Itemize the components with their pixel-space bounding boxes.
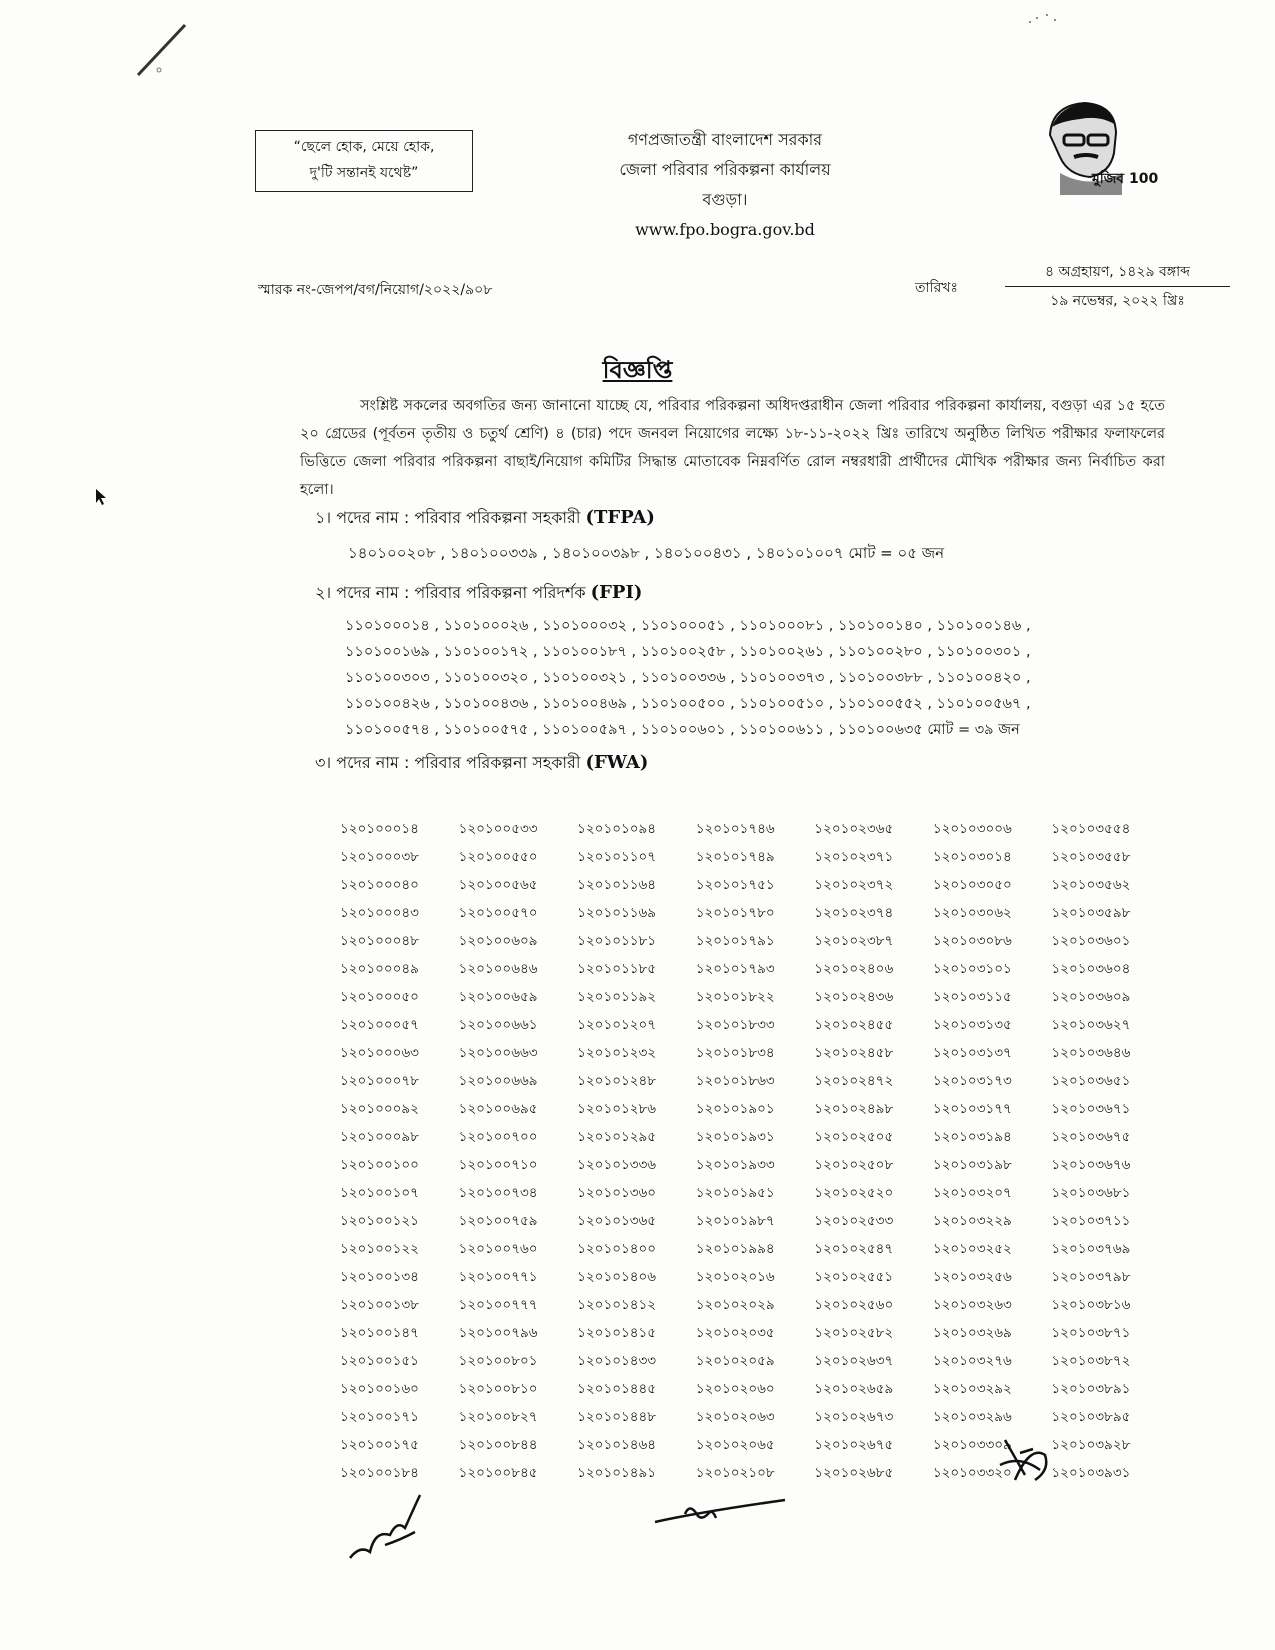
roll-number: ১২০১০৩৬৫১ xyxy=(1051,1073,1131,1089)
roll-number: ১২০১০২৫৫১ xyxy=(814,1269,894,1285)
roll-number: ১২০১০১৯৩৩ xyxy=(695,1157,775,1173)
roll-number: ১২০১০০০৭৮ xyxy=(340,1073,419,1089)
emblem-text: মুজিব 100 xyxy=(1092,171,1159,187)
roll-number: ১২০১০৩০৫০ xyxy=(932,877,1012,893)
roll-number: ১২০১০১৮৬৩ xyxy=(695,1073,775,1089)
roll-number: ১২০১০০৫৭০ xyxy=(458,905,538,921)
roll-number: ১২০১০৩১৩৫ xyxy=(932,1017,1012,1033)
roll-number: ১২০১০২৬৫৯ xyxy=(814,1381,894,1397)
roll-number: ১২০১০০০৪০ xyxy=(340,877,419,893)
roll-number: ১২০১০৩০১৪ xyxy=(932,849,1012,865)
roll-number: ১২০১০৩২৬৩ xyxy=(932,1297,1012,1313)
roll-number: ১২০১০৩২০৭ xyxy=(932,1185,1012,1201)
roll-number: ১২০১০২০২৯ xyxy=(695,1297,775,1313)
roll-number: ১২০১০৩০৬২ xyxy=(932,905,1012,921)
roll-number: ১২০১০৩৬০১ xyxy=(1051,933,1131,949)
roll-number: ১২০১০৩১১৫ xyxy=(932,989,1012,1005)
roll-number: ১২০১০২৬৭৩ xyxy=(814,1409,894,1425)
roll-number: ১২০১০০৭১০ xyxy=(458,1157,538,1173)
roll-number: ১২০১০২৪৭২ xyxy=(814,1073,894,1089)
roll-number: ১২০১০২৩৭২ xyxy=(814,877,894,893)
signature-1 xyxy=(345,1490,435,1565)
roll-number: ১২০১০১৯৩১ xyxy=(695,1129,775,1145)
roll-number: ১২০১০৩১৯৪ xyxy=(932,1129,1012,1145)
roll-number: ১২০১০১১৮১ xyxy=(577,933,657,949)
roll-number: ১২০১০৩২৫৬ xyxy=(932,1269,1012,1285)
roll-line: ১১০১০০০১৪ , ১১০১০০০২৬ , ১১০১০০০৩২ , ১১০১০০০৫১ , ১১০১০০০৮১ , ১১০১০০১৪০ , ১১০১০০১৪৬ , xyxy=(345,618,1031,634)
roll-number: ১২০১০১৯৫১ xyxy=(695,1185,775,1201)
roll-number: ১২০১০০১০০ xyxy=(340,1157,419,1173)
notice-title xyxy=(0,352,1275,392)
roll-number: ১২০১০০১৫১ xyxy=(340,1353,419,1369)
roll-number: ১২০১০১১৬৪ xyxy=(577,877,657,893)
post-3-code: (FWA) xyxy=(585,752,649,773)
roll-number: ১২০১০০৬৬৯ xyxy=(458,1073,538,1089)
roll-number: ১২০১০৩৬০৯ xyxy=(1051,989,1131,1005)
signature-2 xyxy=(650,1490,790,1540)
roll-number: ১২০১০১৩৬৫ xyxy=(577,1213,657,1229)
post-1-heading xyxy=(315,505,944,532)
header-office: জেলা পরিবার পরিকল্পনা কার্যালয় xyxy=(619,160,831,179)
roll-number: ১২০১০২৫০৫ xyxy=(814,1129,894,1145)
roll-line: ১১০১০০৫৭৪ , ১১০১০০৫৭৫ , ১১০১০০৫৯৭ , ১১০১০০৬০১ , ১১০১০০৬১১ , ১১০১০০৬৩৫ মোট = ৩৯ জন xyxy=(345,722,1020,738)
roll-number: ১২০১০১৭৪৬ xyxy=(695,821,775,837)
roll-number: ১২০১০৩৫৫৮ xyxy=(1051,849,1131,865)
roll-number: ১২০১০৩৬৭৫ xyxy=(1051,1129,1131,1145)
roll-number: ১২০১০১৭৫১ xyxy=(695,877,775,893)
roll-number: ১২০১০০১৪৭ xyxy=(340,1325,419,1341)
roll-number: ১২০১০২৩৭৪ xyxy=(814,905,894,921)
roll-number: ১২০১০২৪০৬ xyxy=(814,961,894,977)
post-1-rolls xyxy=(348,540,944,566)
roll-number: ১২০১০০৬০৯ xyxy=(458,933,538,949)
roll-number: ১২০১০৩৫৫৪ xyxy=(1051,821,1131,837)
roll-number: ১২০১০০৮২৭ xyxy=(458,1409,538,1425)
roll-number: ১২০১০৩৮৭১ xyxy=(1051,1325,1131,1341)
roll-number: ১২০১০০৬৯৫ xyxy=(458,1101,538,1117)
roll-number: ১২০১০১১৬৯ xyxy=(577,905,657,921)
roll-number: ১২০১০১০৯৪ xyxy=(577,821,657,837)
roll-number: ১২০১০৩৬৪৬ xyxy=(1051,1045,1131,1061)
roll-number: ১২০১০১৪১২ xyxy=(577,1297,657,1313)
roll-number: ১২০১০০১২১ xyxy=(340,1213,419,1229)
roll-number: ১২০১০১৮৩৪ xyxy=(695,1045,775,1061)
roll-line: ১১০১০০৩০৩ , ১১০১০০৩২০ , ১১০১০০৩২১ , ১১০১০০৩৩৬ , ১১০১০০৩৭৩ , ১১০১০০৩৮৮ , ১১০১০০৪২০ , xyxy=(345,670,1031,686)
roll-number: ১২০১০১২০৭ xyxy=(577,1017,657,1033)
roll-number: ১২০১০৩৭৯৮ xyxy=(1051,1269,1131,1285)
roll-number: ১২০১০১৪০৬ xyxy=(577,1269,657,1285)
roll-number: ১২০১০০১৬০ xyxy=(340,1381,419,1397)
roll-number: ১২০১০৩০৮৬ xyxy=(932,933,1012,949)
roll-number: ১২০১০২৫৪৭ xyxy=(814,1241,894,1257)
post-1-title: ১। পদের নাম : পরিবার পরিকল্পনা সহকারী xyxy=(315,508,581,527)
scan-specks xyxy=(1025,10,1065,30)
roll-number: ১২০১০০১৩৪ xyxy=(340,1269,419,1285)
mujib-100-emblem xyxy=(1030,95,1159,195)
roll-number: ১২০১০৩৭৬৯ xyxy=(1051,1241,1131,1257)
roll-number: ১২০১০০০৫৭ xyxy=(340,1017,419,1033)
post-1-code: (TFPA) xyxy=(585,507,655,528)
roll-number: ১২০১০১৭৯৩ xyxy=(695,961,775,977)
roll-number: ১২০১০৩২৬৯ xyxy=(932,1325,1012,1341)
roll-line: ১১০১০০৪২৬ , ১১০১০০৪৩৬ , ১১০১০০৪৬৯ , ১১০১০০৫০০ , ১১০১০০৫১০ , ১১০১০০৫৫২ , ১১০১০০৫৬৭ , xyxy=(345,696,1031,712)
roll-number: ১২০১০২০৬৩ xyxy=(695,1409,775,1425)
roll-number: ১২০১০২৫৬০ xyxy=(814,1297,894,1313)
roll-number: ১২০১০০০৪৩ xyxy=(340,905,419,921)
roll-number: ১২০১০০০৩৮ xyxy=(340,849,419,865)
roll-number: ১২০১০৩২৭৬ xyxy=(932,1353,1012,1369)
post-3-section xyxy=(315,750,648,777)
roll-line: ১৪০১০০২০৮ , ১৪০১০০৩৩৯ , ১৪০১০০৩৯৮ , ১৪০১০০৪৩১ , ১৪০১০১০০৭ মোট = ০৫ জন xyxy=(348,544,945,562)
header-government: গণপ্রজাতন্ত্রী বাংলাদেশ সরকার xyxy=(627,130,823,149)
roll-number: ১২০১০১৪৪৮ xyxy=(577,1409,657,1425)
roll-number: ১২০১০৩৬০৪ xyxy=(1051,961,1131,977)
roll-number: ১২০১০০১০৭ xyxy=(340,1185,419,1201)
roll-number: ১২০১০২৪৫৫ xyxy=(814,1017,894,1033)
roll-number: ১২০১০০৫৫০ xyxy=(458,849,538,865)
slogan-line-1: “ছেলে হোক, মেয়ে হোক, xyxy=(293,139,435,155)
roll-number: ১২০১০২৪৫৮ xyxy=(814,1045,894,1061)
roll-number: ১২০১০০১৮৪ xyxy=(340,1465,419,1481)
roll-number: ১২০১০০৬৪৬ xyxy=(458,961,538,977)
roll-number: ১২০১০২৫৮২ xyxy=(814,1325,894,1341)
office-header xyxy=(500,125,950,245)
roll-number: ১২০১০১৯৮৭ xyxy=(695,1213,775,1229)
roll-number: ১২০১০৩৮৯৫ xyxy=(1051,1409,1131,1425)
roll-number: ১২০১০৩১৭৭ xyxy=(932,1101,1012,1117)
roll-number: ১২০১০০৫৬৫ xyxy=(458,877,538,893)
slogan-line-2: দু'টি সন্তানই যথেষ্ট” xyxy=(309,165,419,181)
roll-number: ১২০১০০০৯২ xyxy=(340,1101,419,1117)
roll-number: ১২০১০২৩৭১ xyxy=(814,849,894,865)
roll-number: ১২০১০১৪১৫ xyxy=(577,1325,657,1341)
roll-number: ১২০১০৩২৯২ xyxy=(932,1381,1012,1397)
roll-number: ১২০১০০৭৭১ xyxy=(458,1269,538,1285)
roll-number: ১২০১০২০৫৯ xyxy=(695,1353,775,1369)
roll-number: ১২০১০০৭০০ xyxy=(458,1129,538,1145)
roll-number: ১২০১০১৩৩৬ xyxy=(577,1157,657,1173)
roll-number: ১২০১০৩২৯৬ xyxy=(932,1409,1012,1425)
roll-number: ১২০১০২৬৩৭ xyxy=(814,1353,894,1369)
roll-number: ১২০১০২৬৮৫ xyxy=(814,1465,894,1481)
roll-number: ১২০১০০৭৩৪ xyxy=(458,1185,538,1201)
roll-number: ১২০১০০৬৬৩ xyxy=(458,1045,538,1061)
roll-number: ১২০১০১৩৬০ xyxy=(577,1185,657,1201)
notice-body: সংশ্লিষ্ট সকলের অবগতির জন্য জানানো যাচ্ছে যে, পরিবার পরিকল্পনা অধিদপ্তরাধীন জেলা পরিবার পরিকল্পনা কার্যালয়, বগুড়া এর ১৫ হতে ২০ গ্রেডের (পূর্বতন তৃতীয় ও চতুর্থ শ্রেণি) ৪ (চার) পদে জনবল নিয়োগের লক্ষ্যে ১৮-১১-২০২২ খ্রিঃ তারিখে অনুষ্ঠিত লিখিত পরীক্ষার ফলাফলের ভিত্তিতে জেলা পরিবার পরিকল্পনা বাছাই/নিয়োগ কমিটির সিদ্ধান্ত মোতাবেক নিম্নবর্ণিত রোল নম্বরধারী প্রার্থীদের মৌখিক পরীক্ষার জন্য নির্বাচিত করা হলো। xyxy=(300,398,1165,498)
roll-number: ১২০১০০০৪৯ xyxy=(340,961,419,977)
roll-number: ১২০১০৩১৯৮ xyxy=(932,1157,1012,1173)
signature-3 xyxy=(995,1435,1055,1485)
roll-number: ১২০১০৩৮১৬ xyxy=(1051,1297,1131,1313)
roll-number: ১২০১০৩২২৯ xyxy=(932,1213,1012,1229)
roll-number: ১২০১০৩৯৩১ xyxy=(1051,1465,1131,1481)
roll-number: ১২০১০১৭৪৯ xyxy=(695,849,775,865)
date-block xyxy=(1005,258,1230,315)
scan-artifact xyxy=(135,20,195,80)
date-bangla: ৪ অগ্রহায়ণ, ১৪২৯ বঙ্গাব্দ xyxy=(1005,258,1230,287)
roll-number: ১২০১০০০৯৮ xyxy=(340,1129,419,1145)
roll-number: ১২০১০০৭৬০ xyxy=(458,1241,538,1257)
roll-number: ১২০১০০০৫০ xyxy=(340,989,419,1005)
post-2-code: (FPI) xyxy=(590,582,643,603)
roll-number: ১২০১০০০৬৩ xyxy=(340,1045,419,1061)
roll-number: ১২০১০২৪৯৮ xyxy=(814,1101,894,1117)
roll-number: ১২০১০১১০৭ xyxy=(577,849,657,865)
post-3-roll-grid xyxy=(340,815,1170,1487)
roll-number: ১২০১০৩১০১ xyxy=(932,961,1012,977)
roll-number: ১২০১০২৩৬৫ xyxy=(814,821,894,837)
roll-number: ১২০১০১৯৯৪ xyxy=(695,1241,775,1257)
roll-number: ১২০১০০৮১০ xyxy=(458,1381,538,1397)
roll-number: ১২০১০০৭৭৭ xyxy=(458,1297,538,1313)
roll-number: ১২০১০০৭৯৬ xyxy=(458,1325,538,1341)
roll-number: ১২০১০২৫৩৩ xyxy=(814,1213,894,1229)
roll-number: ১২০১০৩৬৭১ xyxy=(1051,1101,1131,1117)
roll-number: ১২০১০৩২৫২ xyxy=(932,1241,1012,1257)
post-3-title: ৩। পদের নাম : পরিবার পরিকল্পনা সহকারী xyxy=(315,753,581,772)
roll-number: ১২০১০১২৩২ xyxy=(577,1045,657,1061)
mouse-cursor-mark xyxy=(95,488,107,506)
post-2-title: ২। পদের নাম : পরিবার পরিকল্পনা পরিদর্শক xyxy=(315,583,586,602)
roll-number: ১২০১০১২৪৮ xyxy=(577,1073,657,1089)
roll-number: ১২০১০০১৩৮ xyxy=(340,1297,419,1313)
roll-number: ১২০১০৩৬৮১ xyxy=(1051,1185,1131,1201)
roll-number: ১২০১০০১৭৫ xyxy=(340,1437,419,1453)
notice-title-text: বিজ্ঞপ্তি xyxy=(602,356,673,384)
memo-number: স্মারক নং-জেপপ/বগ/নিয়োগ/২০২২/৯০৮ xyxy=(258,282,493,298)
roll-number: ১২০১০২৫০৮ xyxy=(814,1157,894,1173)
roll-number: ১২০১০৩৫৯৮ xyxy=(1051,905,1131,921)
roll-number: ১২০১০০১৭১ xyxy=(340,1409,419,1425)
roll-number: ১২০১০১৯০১ xyxy=(695,1101,775,1117)
roll-number: ১২০১০০৫৩৩ xyxy=(458,821,538,837)
roll-number: ১২০১০০০৪৮ xyxy=(340,933,419,949)
roll-number: ১২০১০২১০৮ xyxy=(695,1465,775,1481)
post-1-section xyxy=(315,505,944,566)
roll-number: ১২০১০৩৮৭২ xyxy=(1051,1353,1131,1369)
post-3-heading xyxy=(315,750,648,777)
roll-number: ১২০১০৩১৩৭ xyxy=(932,1045,1012,1061)
roll-number: ১২০১০৩৮৯১ xyxy=(1051,1381,1131,1397)
header-website: www.fpo.bogra.gov.bd xyxy=(635,220,815,239)
slogan-box xyxy=(255,130,473,192)
roll-number: ১২০১০৩৩০৯ xyxy=(932,1437,1012,1453)
roll-number: ১২০১০৩৯২৮ xyxy=(1051,1437,1131,1453)
roll-number: ১২০১০১৪৪৫ xyxy=(577,1381,657,1397)
roll-number: ১২০১০১৪৬৪ xyxy=(577,1437,657,1453)
roll-number: ১২০১০০৭৫৯ xyxy=(458,1213,538,1229)
roll-number: ১২০১০১৭৯১ xyxy=(695,933,775,949)
roll-number: ১২০১০২০৬৫ xyxy=(695,1437,775,1453)
date-gregorian: ১৯ নভেম্বর, ২০২২ খ্রিঃ xyxy=(1050,293,1185,309)
roll-number: ১২০১০২৫২০ xyxy=(814,1185,894,1201)
post-2-rolls xyxy=(345,613,1031,743)
roll-number: ১২০১০৩০০৬ xyxy=(932,821,1012,837)
roll-number: ১২০১০০৬৫৯ xyxy=(458,989,538,1005)
roll-number: ১২০১০২০১৬ xyxy=(695,1269,775,1285)
post-2-section xyxy=(315,580,1031,743)
roll-number: ১২০১০৩৬৭৬ xyxy=(1051,1157,1131,1173)
roll-number: ১২০১০১২৯৫ xyxy=(577,1129,657,1145)
roll-number: ১২০১০৩৭১১ xyxy=(1051,1213,1131,1229)
post-2-heading xyxy=(315,580,1031,607)
roll-number: ১২০১০১৮২২ xyxy=(695,989,775,1005)
roll-number: ১২০১০৩৬২৭ xyxy=(1051,1017,1131,1033)
roll-number: ১২০১০৩১৭৩ xyxy=(932,1073,1012,1089)
roll-number: ১২০১০৩৫৬২ xyxy=(1051,877,1131,893)
roll-number: ১২০১০১২৮৬ xyxy=(577,1101,657,1117)
roll-number: ১২০১০১৮৩৩ xyxy=(695,1017,775,1033)
roll-number: ১২০১০২৪৩৬ xyxy=(814,989,894,1005)
roll-number: ১২০১০০৮৪৫ xyxy=(458,1465,538,1481)
roll-number: ১২০১০০৮৪৪ xyxy=(458,1437,538,1453)
header-district: বগুড়া। xyxy=(702,190,748,209)
roll-number: ১২০১০০১২২ xyxy=(340,1241,419,1257)
roll-number: ১২০১০২৬৭৫ xyxy=(814,1437,894,1453)
roll-number: ১২০১০১৪০০ xyxy=(577,1241,657,1257)
roll-number: ১২০১০২০৬০ xyxy=(695,1381,775,1397)
roll-number: ১২০১০২০৩৫ xyxy=(695,1325,775,1341)
roll-number: ১২০১০০০১৪ xyxy=(340,821,419,837)
date-label: তারিখঃ xyxy=(915,280,958,296)
roll-number: ১২০১০০৬৬১ xyxy=(458,1017,538,1033)
roll-number: ১২০১০১৪৩৩ xyxy=(577,1353,657,1369)
roll-line: ১১০১০০১৬৯ , ১১০১০০১৭২ , ১১০১০০১৮৭ , ১১০১০০২৫৮ , ১১০১০০২৬১ , ১১০১০০২৮০ , ১১০১০০৩০১ , xyxy=(345,644,1031,660)
roll-number: ১২০১০১১৮৫ xyxy=(577,961,657,977)
roll-number: ১২০১০২৩৮৭ xyxy=(814,933,894,949)
roll-number: ১২০১০১৪৯১ xyxy=(577,1465,657,1481)
roll-number: ১২০১০০৮০১ xyxy=(458,1353,538,1369)
roll-number: ১২০১০১১৯২ xyxy=(577,989,657,1005)
roll-number: ১২০১০৩৩২০ xyxy=(932,1465,1012,1481)
roll-number: ১২০১০১৭৮০ xyxy=(695,905,775,921)
